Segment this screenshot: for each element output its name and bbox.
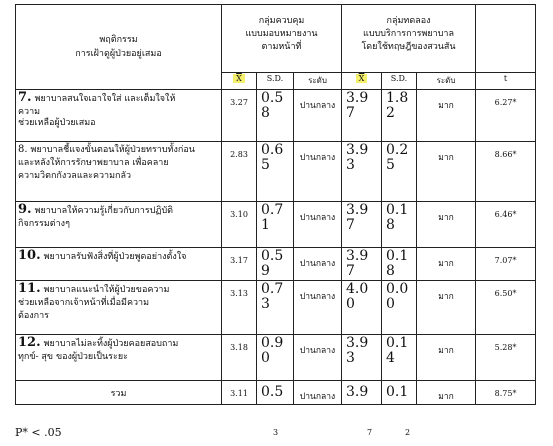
behavior-cell [16, 142, 222, 202]
control-mean-cell: 3.17 [222, 248, 257, 281]
exp-mean-header: $\overline{X}$ [342, 73, 382, 90]
table-row [16, 90, 536, 142]
exp-sd-cell: 0.0 0 [382, 281, 417, 335]
exp-header-line1: กลุ่มทดลอง [386, 16, 431, 26]
control-mean-cell: 3.13 [222, 281, 257, 335]
t-value-cell: 6.46* [476, 202, 536, 248]
exp-level-cell: มาก [417, 335, 476, 381]
control-mean-cell: 3.10 [222, 202, 257, 248]
exp-mean-cell: 3.9 7 [342, 90, 382, 142]
control-sd-cell: 0.7 1 [257, 202, 294, 248]
control-header-line1: กลุ่มควบคุม [258, 16, 305, 26]
exp-level-cell: มาก [417, 248, 476, 281]
total-t-value: 8.75* [476, 381, 536, 405]
table-row [16, 142, 536, 202]
exp-header-line2: แบบบริการการพยาบาล [363, 29, 455, 39]
control-header-line2: แบบมอบหมายงาน [245, 29, 318, 39]
item-number: 9. [18, 202, 32, 217]
behavior-header-line2: การเฝ้าดูผู้ป่วยอยู่เสมอ [75, 49, 162, 59]
exp-sd-cell: 1.8 2 [382, 90, 417, 142]
t-value-cell: 7.07* [476, 248, 536, 281]
exp-header-line3: โดยใช้ทฤษฎีของสวนสัน [361, 42, 456, 52]
control-level-cell: ปานกลาง [294, 248, 342, 281]
total-exp-level: มาก [417, 381, 476, 405]
behavior-header [16, 5, 222, 90]
exp-sd-cell: 0.1 4 [382, 335, 417, 381]
control-level-cell: ปานกลาง [294, 90, 342, 142]
exp-sd-header: S.D. [382, 73, 417, 90]
control-mean-cell: 3.27 [222, 90, 257, 142]
control-sd-cell: 0.5 8 [257, 90, 294, 142]
behavior-line: ต้องการ [18, 311, 49, 321]
total-control-level: ปานกลาง [294, 381, 342, 405]
experimental-group-header [342, 5, 476, 73]
control-level-cell: ปานกลาง [294, 335, 342, 381]
t-value-cell: 6.27* [476, 90, 536, 142]
behavior-line: และหลังให้การรักษาพยาบาล เพื่อคลาย [18, 158, 169, 168]
behavior-overflow-line: ช่วยเหลือผู้ป่วยเสมอ [18, 118, 96, 128]
table-row [16, 335, 536, 381]
behavior-line: พยาบาลให้ความรู้เกี่ยวกับการปฏิบัติ [34, 206, 174, 216]
control-level-cell: ปานกลาง [294, 142, 342, 202]
behavior-line: ทุกข์- สุข ของผู้ป่วยเป็นระยะ [18, 352, 128, 362]
comparison-table [15, 4, 536, 405]
exp-sd-cell: 0.2 5 [382, 142, 417, 202]
behavior-line: ช่วยเหลือจากเจ้าหน้าที่เมื่อมีความ [18, 298, 150, 308]
control-level-cell: ปานกลาง [294, 202, 342, 248]
control-header-line3: ตามหน้าที่ [261, 42, 302, 52]
t-header: t [476, 73, 536, 90]
table-row [16, 281, 536, 335]
control-mean-cell: 2.83 [222, 142, 257, 202]
behavior-line: พยาบาลรับฟังสิ่งที่ผู้ป่วยพูดอย่างตั้งใจ [43, 252, 187, 262]
item-number: 7. [18, 90, 32, 105]
behavior-line: พยาบาลแนะนำให้ผู้ป่วยขอความ [43, 285, 170, 295]
exp-sd-cell: 0.1 8 [382, 202, 417, 248]
control-group-header [222, 5, 342, 73]
total-label: รวม [16, 381, 222, 405]
total-exp-mean-continued: 7 [367, 428, 373, 437]
exp-level-cell: มาก [417, 202, 476, 248]
t-value-cell: 5.28* [476, 335, 536, 381]
behavior-cell [16, 248, 222, 281]
header-row-groups [16, 5, 536, 73]
table-body [16, 90, 536, 405]
item-number: 8. [18, 144, 28, 155]
t-value-cell: 6.50* [476, 281, 536, 335]
t-value-cell: 8.66* [476, 142, 536, 202]
control-level-cell: ปานกลาง [294, 281, 342, 335]
control-sd-cell: 0.6 5 [257, 142, 294, 202]
total-row [16, 381, 536, 405]
item-number: 12. [18, 335, 41, 350]
table-row [16, 202, 536, 248]
control-sd-cell: 0.9 0 [257, 335, 294, 381]
total-control-mean: 3.11 [222, 381, 257, 405]
exp-level-cell: มาก [417, 281, 476, 335]
exp-level-header: ระดับ [417, 73, 476, 90]
behavior-line: กิจกรรมต่างๆ [18, 219, 70, 229]
behavior-line: พยาบาลไม่ละทิ้งผู้ป่วยคอยสอบถาม [43, 339, 179, 349]
behavior-line: พยาบาลสนใจเอาใจใส่ และเต็มใจให้ [34, 94, 176, 104]
control-mean-cell: 3.18 [222, 335, 257, 381]
behavior-cell [16, 202, 222, 248]
exp-mean-cell: 3.9 3 [342, 335, 382, 381]
exp-level-cell: มาก [417, 90, 476, 142]
behavior-line: ความวิตกกังวลและความกลัว [18, 171, 132, 181]
total-exp-mean: 3.9 [342, 381, 382, 405]
control-level-header: ระดับ [294, 73, 342, 90]
exp-mean-cell: 3.9 3 [342, 142, 382, 202]
behavior-header-line1: พฤติกรรม [99, 35, 138, 45]
behavior-line: พยาบาลชี้แจงขั้นตอนให้ผู้ป่วยทราบทั้งก่อน [30, 145, 195, 155]
exp-mean-cell: 3.9 7 [342, 248, 382, 281]
item-number: 11. [18, 281, 41, 296]
behavior-cell [16, 335, 222, 381]
exp-sd-cell: 0.1 8 [382, 248, 417, 281]
total-exp-sd: 0.1 [382, 381, 417, 405]
behavior-line: ความ [18, 107, 41, 117]
item-number: 10. [18, 248, 41, 263]
control-mean-header: $\overline{X}$ [222, 73, 257, 90]
total-exp-sd-continued: 2 [405, 428, 411, 437]
behavior-cell [16, 281, 222, 335]
footnote: P* < .05 [15, 426, 62, 439]
exp-mean-cell: 4.0 0 [342, 281, 382, 335]
exp-mean-cell: 3.9 7 [342, 202, 382, 248]
total-control-sd: 0.5 [257, 381, 294, 405]
table-row [16, 248, 536, 281]
control-sd-cell: 0.5 9 [257, 248, 294, 281]
behavior-cell [16, 90, 222, 142]
exp-level-cell: มาก [417, 142, 476, 202]
total-control-sd-continued: 3 [273, 428, 279, 437]
control-sd-header: S.D. [257, 73, 294, 90]
control-sd-cell: 0.7 3 [257, 281, 294, 335]
t-header-blank [476, 5, 536, 73]
